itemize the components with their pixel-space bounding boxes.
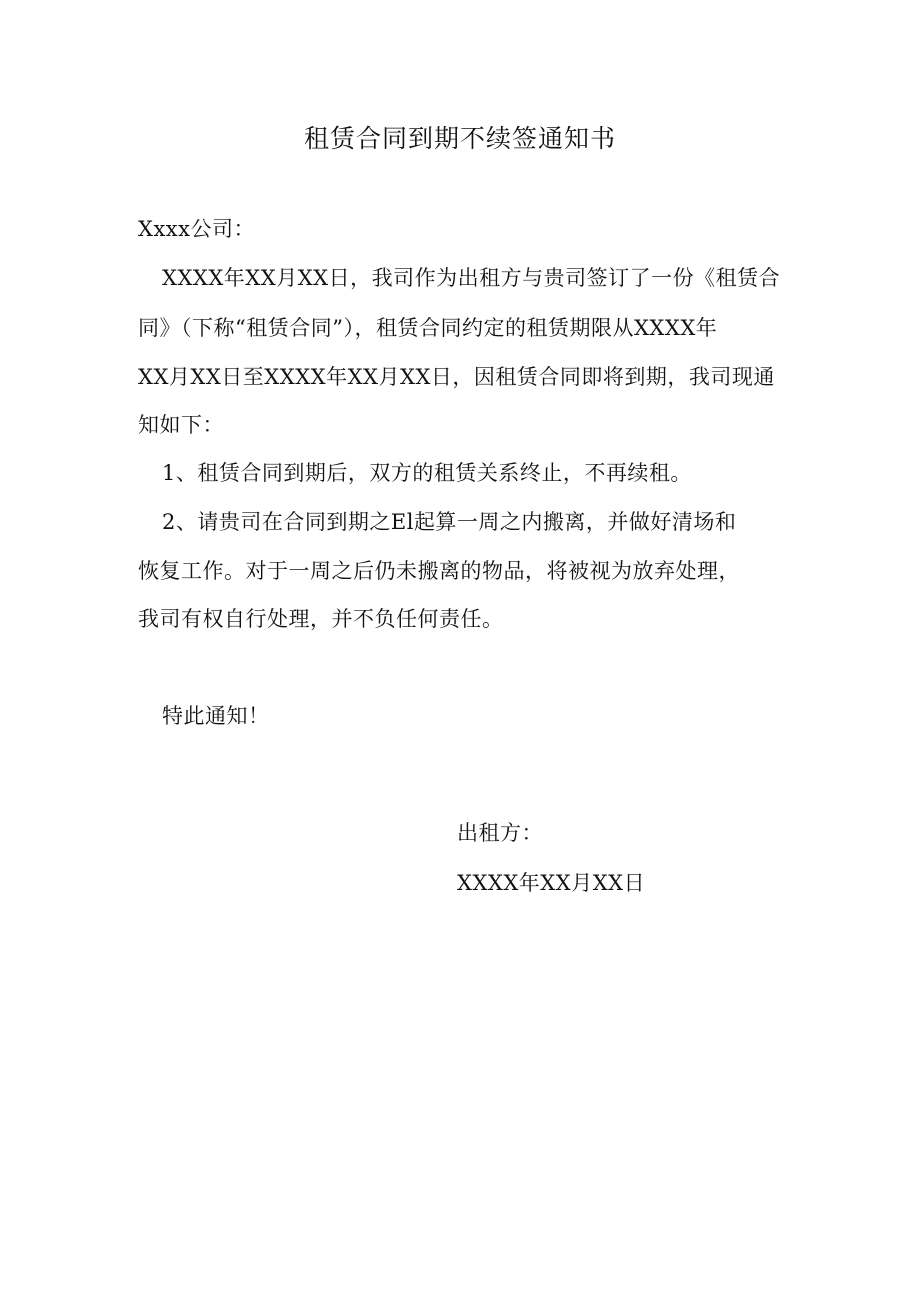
- item-2-line-1: 2、请贵司在合同到期之El起算一周之内搬离，并做好清场和: [162, 510, 737, 534]
- document-title: 租赁合同到期不续签通知书: [303, 124, 616, 153]
- item-2-line-3: 我司有权自行处理，并不负任何责任。: [138, 607, 504, 631]
- intro-line-4: 知如下：: [138, 413, 224, 437]
- item-1-line-1: 1、租赁合同到期后，双方的租赁关系终止，不再续租。: [162, 461, 692, 485]
- signature-label: 出租方：: [457, 821, 543, 845]
- salutation: Xxxx公司：: [138, 217, 255, 241]
- intro-line-2: 同》（下称“租赁合同”），租赁合同约定的租赁期限从XXXX年: [138, 316, 718, 340]
- intro-line-1: XXXX年XX月XX日，我司作为出租方与贵司签订了一份《租赁合: [162, 266, 781, 290]
- intro-line-3: XX月XX日至XXXX年XX月XX日，因租赁合同即将到期，我司现通: [138, 365, 775, 389]
- item-2-line-2: 恢复工作。对于一周之后仍未搬离的物品，将被视为放弃处理，: [138, 559, 740, 583]
- closing-text: 特此通知！: [162, 704, 270, 728]
- signature-date: XXXX年XX月XX日: [457, 871, 646, 895]
